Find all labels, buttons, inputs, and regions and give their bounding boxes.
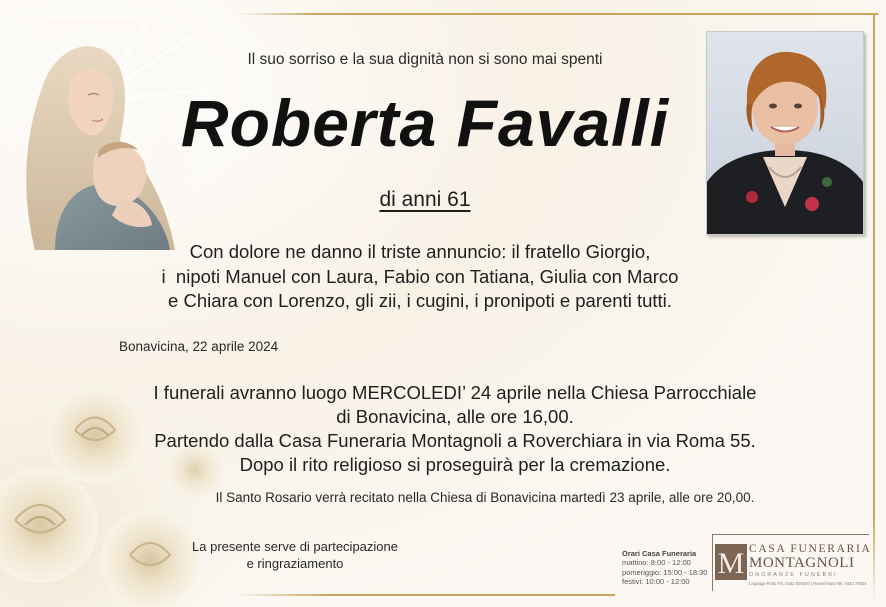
funeral-line: di Bonavicina, alle ore 16,00. <box>336 406 574 427</box>
logo-line-contacts: Legnago Porto Tel. 0442 600420 | Roverchiara Tel. 0442 78024 <box>749 581 867 586</box>
rosary-notice: Il Santo Rosario verrà recitato nella Chiesa di Bonavicina martedì 23 aprile, alle ore 20,00. <box>215 490 755 505</box>
logo-line-casa-funeraria: CASA FUNERARIA <box>749 543 872 555</box>
closing-note <box>170 538 420 572</box>
closing-line: e ringraziamento <box>246 556 344 571</box>
logo-line-onoranze: ONORANZE FUNEBRI <box>749 572 838 578</box>
gold-border-right <box>873 13 875 603</box>
funeral-home-hours <box>622 549 722 587</box>
gold-border-top <box>238 13 878 15</box>
gold-border-bottom <box>235 594 615 596</box>
montagnoli-logo-mark <box>715 544 747 580</box>
hours-title: Orari Casa Funeraria <box>622 549 697 558</box>
hours-line: mattino: 8:00 - 12:00 <box>622 558 691 568</box>
announcement-line: i nipoti Manuel con Laura, Fabio con Tatiana, Giulia con Marco <box>161 265 679 287</box>
announcement-line: Con dolore ne danno il triste annuncio: il fratello Giorgio, <box>189 241 651 262</box>
closing-line: La presente serve di partecipazione <box>192 539 398 554</box>
deceased-portrait-photo <box>706 31 864 235</box>
death-announcement <box>120 240 720 314</box>
hours-line: festivi: 10:00 - 12:00 <box>622 577 690 587</box>
deceased-name: Roberta Favalli <box>180 86 670 160</box>
place-and-date: Bonavicina, 22 aprile 2024 <box>119 339 279 354</box>
epigraph: Il suo sorriso e la sua dignità non si sono mai spenti <box>247 51 603 68</box>
funeral-line: Dopo il rito religioso si proseguirà per la cremazione. <box>239 454 671 475</box>
funeral-line: I funerali avranno luogo MERCOLEDI’ 24 aprile nella Chiesa Parrocchiale <box>153 382 757 403</box>
deceased-age: di anni 61 <box>379 188 471 211</box>
hours-line: pomeriggio: 15:00 - 18:30 <box>622 567 708 577</box>
announcement-line: e Chiara con Lorenzo, gli zii, i cugini, i pronipoti e parenti tutti. <box>168 290 672 311</box>
logo-line-montagnoli: MONTAGNOLI <box>749 555 855 571</box>
funeral-details <box>110 381 800 477</box>
logo-letter: M <box>717 547 745 580</box>
montagnoli-logo <box>712 534 872 591</box>
funeral-line: Partendo dalla Casa Funeraria Montagnoli a Roverchiara in via Roma 55. <box>154 430 756 451</box>
